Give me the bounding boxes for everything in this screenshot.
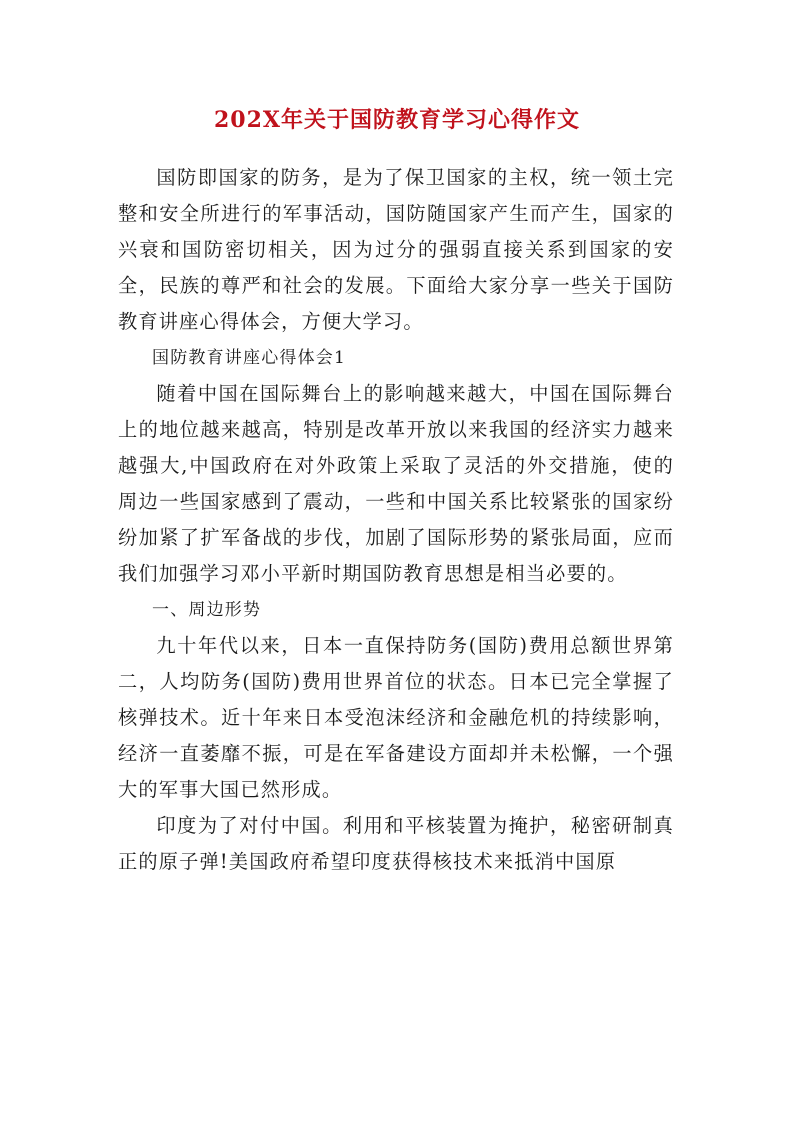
document-title: 202X年关于国防教育学习心得作文 — [214, 107, 580, 133]
paragraph-body-1: 随着中国在国际舞台上的影响越来越大，中国在国际舞台上的地位越来越高，特别是改革开放以来我国的经济实力越来越强大,中国政府在对外政策上采取了灵活的外交措施，使的周边一些国家感到了震动，一些和中国关系比较紧张的国家纷纷加紧了扩军备战的步伐，加剧了国际形势的紧张局面，应而我们加强学习邓小平新时期国防教育思想是相当必要的。 — [118, 382, 674, 585]
paragraph-india: 印度为了对付中国。利用和平核装置为掩护，秘密研制真正的原子弹!美国政府希望印度获得核技术来抵消中国原 — [118, 814, 674, 873]
document-body — [118, 160, 674, 880]
paragraph-intro: 国防即国家的防务，是为了保卫国家的主权，统一领土完整和安全所进行的军事活动，国防随国家产生而产生，国家的兴衰和国防密切相关，因为过分的强弱直接关系到国家的安全，民族的尊严和社会的发展。下面给大家分享一些关于国防教育讲座心得体会，方便大学习。 — [118, 166, 674, 333]
section-heading-surroundings: 一、周边形势 — [152, 600, 262, 620]
section-heading-1: 国防教育讲座心得体会1 — [152, 348, 347, 368]
paragraph-japan: 九十年代以来，日本一直保持防务(国防)费用总额世界第二，人均防务(国防)费用世界首位的状态。日本已完全掌握了核弹技术。近十年来日本受泡沫经济和金融危机的持续影响，经济一直萎靡不振，可是在军备建设方面却并未松懈，一个强大的军事大国已然形成。 — [118, 634, 674, 801]
